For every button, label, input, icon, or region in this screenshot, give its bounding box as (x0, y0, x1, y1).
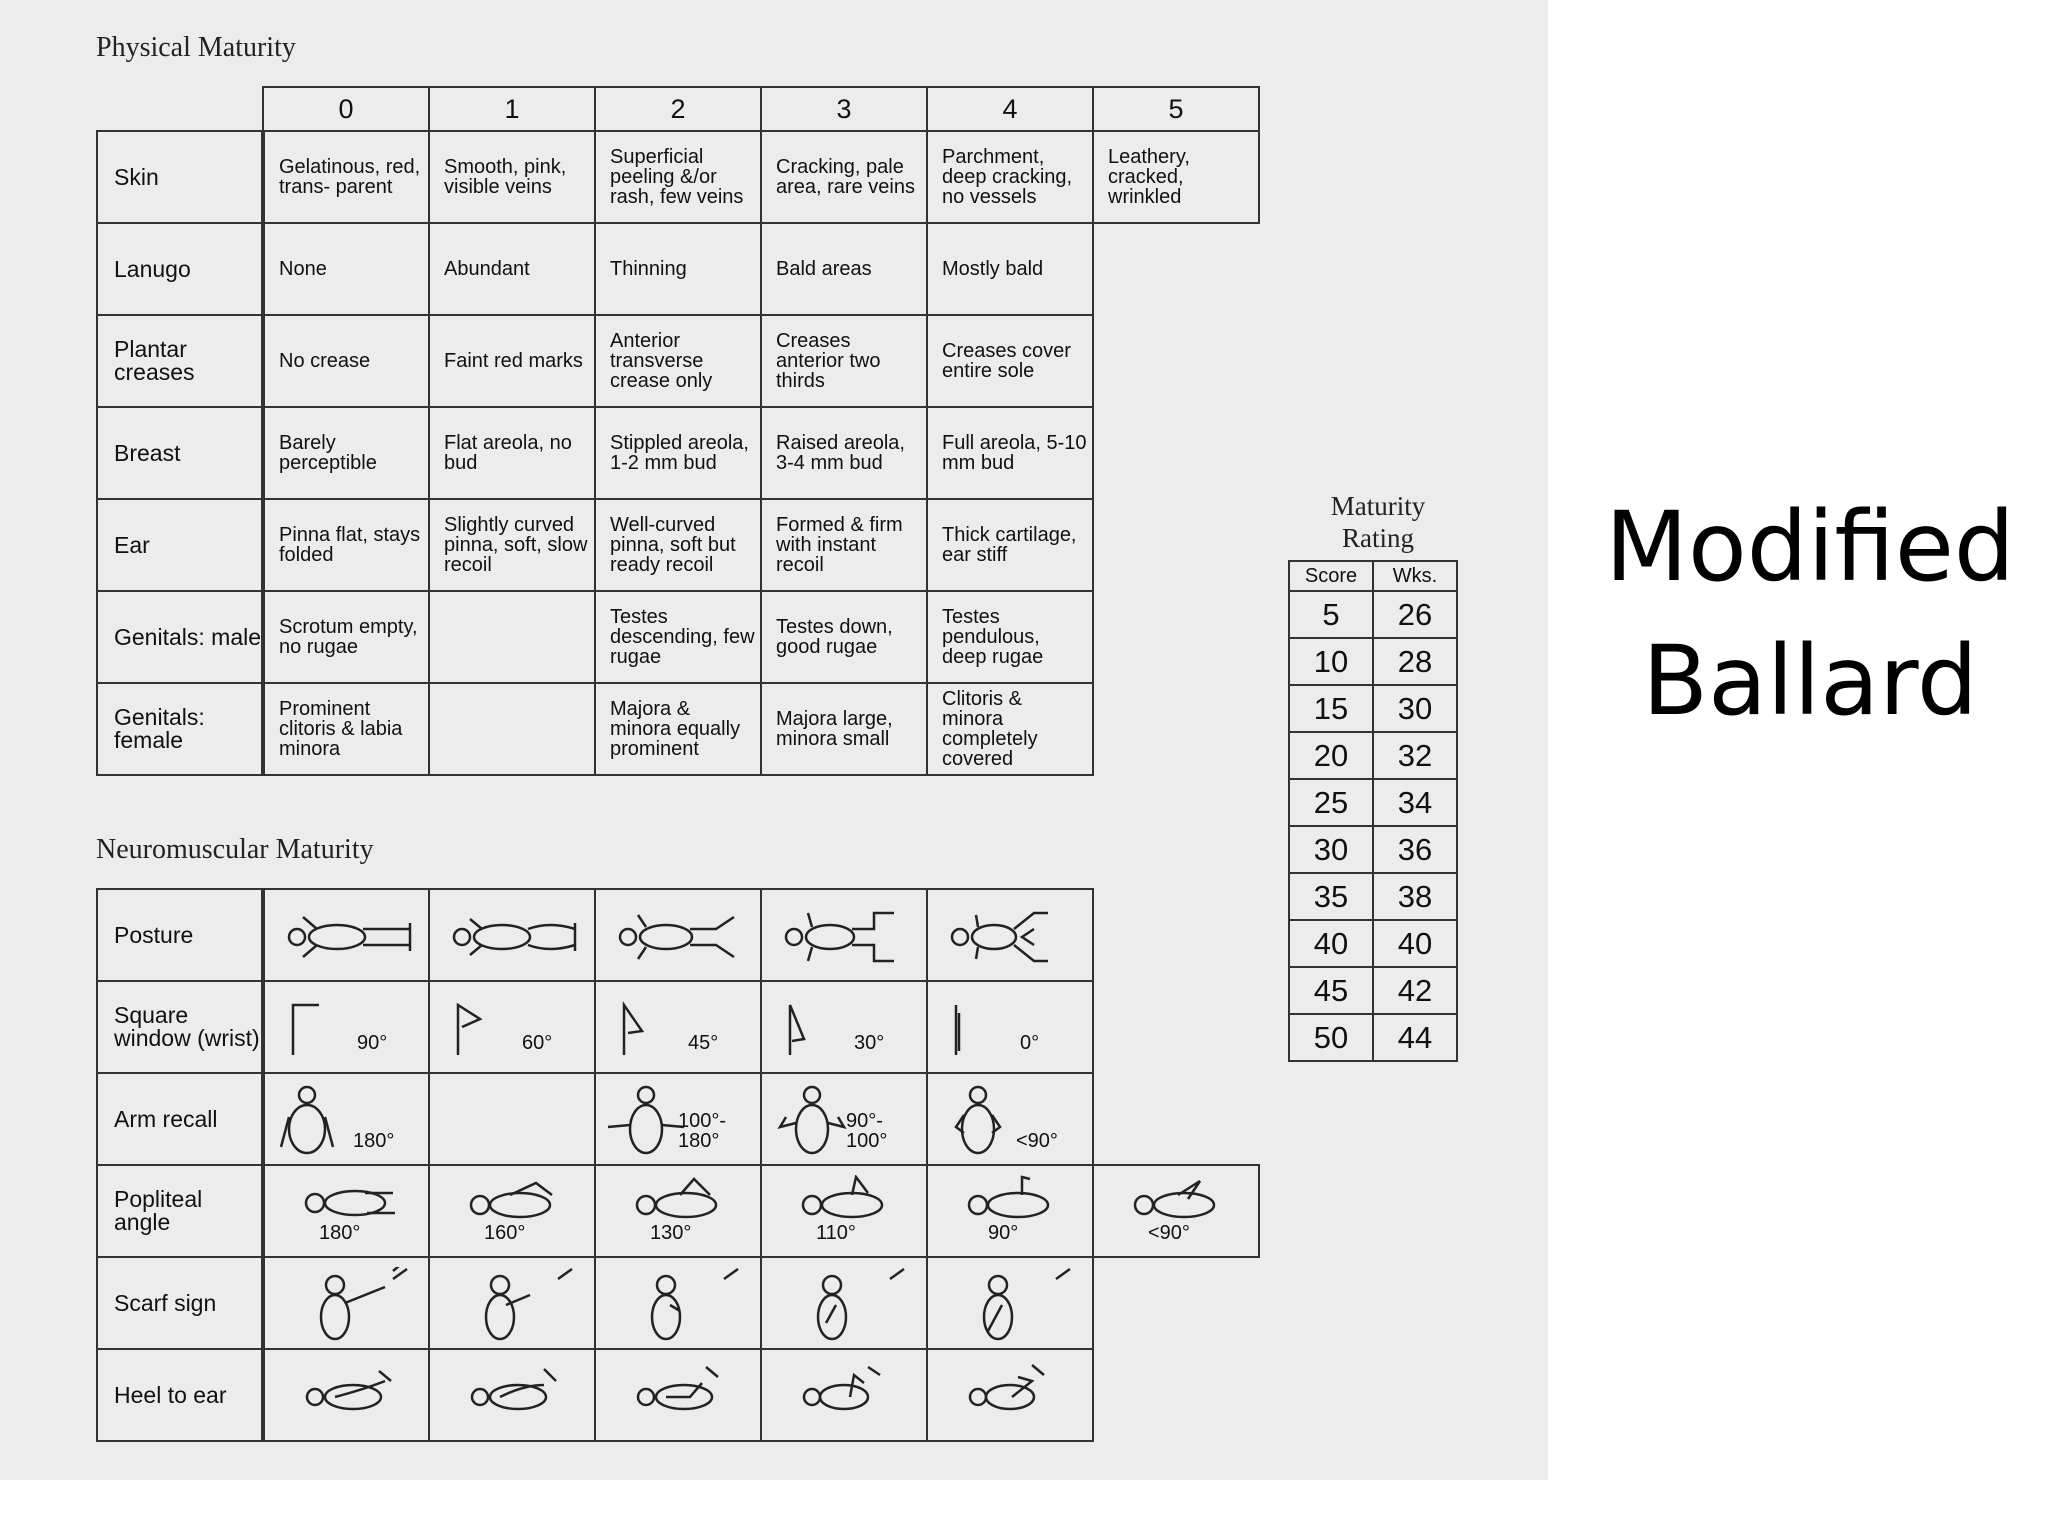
posture-1-icon (440, 899, 590, 971)
score-header-0: 0 (263, 87, 429, 131)
table-row (97, 591, 1259, 683)
arm-recoil-figure-2 (595, 1073, 761, 1165)
arm-recoil-0-icon (275, 1083, 355, 1159)
table-cell (429, 683, 595, 775)
table-cell: Majora large, minora small (761, 683, 927, 775)
score-cell: 25 (1289, 779, 1373, 826)
heel-ear-4-icon (938, 1359, 1088, 1419)
row-label-genitals-male: Genitals: male (97, 591, 263, 683)
table-row (97, 223, 1259, 315)
score-header-1: 1 (429, 87, 595, 131)
maturity-rating-table (1288, 560, 1458, 1062)
heel-ear-figure-3 (761, 1349, 927, 1441)
table-cell: Creases anterior two thirds (761, 315, 927, 407)
table-row (1289, 779, 1457, 826)
score-cell: 45 (1289, 967, 1373, 1014)
posture-figure-2 (595, 889, 761, 981)
score-cell: 30 (1289, 826, 1373, 873)
score-cell: 50 (1289, 1014, 1373, 1061)
neuromuscular-maturity-title: Neuromuscular Maturity (96, 834, 374, 865)
row-label-skin: Skin (97, 131, 263, 223)
posture-4-icon (938, 899, 1088, 971)
table-row (1289, 873, 1457, 920)
table-cell: Anterior transverse crease only (595, 315, 761, 407)
table-cell: Thick cartilage, ear stiff (927, 499, 1093, 591)
maturity-rating-title-line1: Maturity (1330, 491, 1426, 521)
weeks-cell: 38 (1373, 873, 1457, 920)
row-label-breast: Breast (97, 407, 263, 499)
posture-3-icon (772, 899, 922, 971)
weeks-cell: 30 (1373, 685, 1457, 732)
popliteal-2-icon (606, 1175, 756, 1225)
row-label-popliteal-angle: Popliteal angle (97, 1165, 263, 1257)
table-cell: None (263, 223, 429, 315)
angle-label: 90°- 100° (846, 1110, 888, 1152)
table-cell: Cracking, pale area, rare veins (761, 131, 927, 223)
table-cell: Barely perceptible (263, 407, 429, 499)
weeks-cell: 34 (1373, 779, 1457, 826)
score-cell: 10 (1289, 638, 1373, 685)
row-label-scarf-sign: Scarf sign (97, 1257, 263, 1349)
row-label-genitals-female: Genitals: female (97, 683, 263, 775)
posture-0-icon (275, 899, 425, 971)
angle-label: 45° (688, 1032, 719, 1054)
table-row (1289, 685, 1457, 732)
heel-ear-2-icon (606, 1359, 756, 1419)
slide-title-line2: Ballard (1642, 625, 1978, 737)
heel-ear-0-icon (275, 1359, 425, 1419)
table-row (1289, 826, 1457, 873)
weeks-cell: 32 (1373, 732, 1457, 779)
heel-ear-1-icon (440, 1359, 590, 1419)
row-label-posture: Posture (97, 889, 263, 981)
table-row (1289, 638, 1457, 685)
table-cell: Prominent clitoris & labia minora (263, 683, 429, 775)
popliteal-3-icon (772, 1175, 922, 1225)
table-row (97, 889, 1259, 981)
table-cell: Majora & minora equally prominent (595, 683, 761, 775)
square-window-figure-2 (595, 981, 761, 1073)
table-cell: Creases cover entire sole (927, 315, 1093, 407)
row-label-ear: Ear (97, 499, 263, 591)
popliteal-1-icon (440, 1175, 590, 1225)
maturity-rating-title (1268, 490, 1488, 554)
table-cell: Full areola, 5-10 mm bud (927, 407, 1093, 499)
table-cell (429, 591, 595, 683)
table-row (97, 1073, 1259, 1165)
angle-label: 60° (522, 1032, 553, 1054)
square-window-2-icon (606, 991, 676, 1061)
scarf-figure-4 (927, 1257, 1093, 1349)
table-row (1289, 920, 1457, 967)
heel-ear-3-icon (772, 1359, 922, 1419)
posture-figure-3 (761, 889, 927, 981)
popliteal-figure-2 (595, 1165, 761, 1257)
slide-title-line1: Modified (1605, 491, 2015, 603)
table-cell: Mostly bald (927, 223, 1093, 315)
angle-label: 110° (816, 1222, 856, 1244)
scarf-4-icon (938, 1267, 1088, 1343)
table-cell: Testes descending, few rugae (595, 591, 761, 683)
square-window-0-icon (275, 991, 345, 1061)
scarf-figure-2 (595, 1257, 761, 1349)
weeks-cell: 26 (1373, 591, 1457, 638)
popliteal-0-icon (275, 1175, 425, 1225)
popliteal-figure-5 (1093, 1165, 1259, 1257)
row-label-plantar-creases: Plantar creases (97, 315, 263, 407)
table-row (97, 131, 1259, 223)
rating-header-score: Score (1289, 561, 1373, 591)
maturity-rating-title-line2: Rating (1342, 523, 1414, 553)
arm-recoil-4-icon (938, 1083, 1018, 1159)
square-window-4-icon (938, 991, 1008, 1061)
table-cell: Testes pendulous, deep rugae (927, 591, 1093, 683)
score-header-4: 4 (927, 87, 1093, 131)
popliteal-figure-0 (263, 1165, 429, 1257)
table-cell: Leathery, cracked, wrinkled (1093, 131, 1259, 223)
table-cell: Flat areola, no bud (429, 407, 595, 499)
table-row (1289, 591, 1457, 638)
table-cell: Abundant (429, 223, 595, 315)
heel-ear-figure-2 (595, 1349, 761, 1441)
table-cell: Scrotum empty, no rugae (263, 591, 429, 683)
square-window-1-icon (440, 991, 510, 1061)
weeks-cell: 28 (1373, 638, 1457, 685)
table-cell: Slightly curved pinna, soft, slow recoil (429, 499, 595, 591)
scarf-figure-1 (429, 1257, 595, 1349)
angle-label: 30° (854, 1032, 885, 1054)
table-row (97, 407, 1259, 499)
arm-recoil-figure-1 (429, 1073, 595, 1165)
rating-header-weeks: Wks. (1373, 561, 1457, 591)
row-label-square-window: Square window (wrist) (97, 981, 263, 1073)
table-row (97, 499, 1259, 591)
neuromuscular-maturity-table (96, 888, 1260, 1442)
table-cell: Clitoris & minora completely covered (927, 683, 1093, 775)
table-cell: Thinning (595, 223, 761, 315)
score-header-3: 3 (761, 87, 927, 131)
table-cell: Gelatinous, red, trans- parent (263, 131, 429, 223)
table-cell: Parchment, deep cracking, no vessels (927, 131, 1093, 223)
table-row (97, 315, 1259, 407)
arm-recoil-figure-4 (927, 1073, 1093, 1165)
angle-label: 180° (319, 1222, 361, 1244)
popliteal-figure-3 (761, 1165, 927, 1257)
row-label-lanugo: Lanugo (97, 223, 263, 315)
square-window-figure-4 (927, 981, 1093, 1073)
posture-2-icon (606, 899, 756, 971)
square-window-figure-1 (429, 981, 595, 1073)
angle-label: 0° (1020, 1032, 1040, 1054)
physical-maturity-table (96, 86, 1260, 776)
weeks-cell: 40 (1373, 920, 1457, 967)
scarf-figure-3 (761, 1257, 927, 1349)
angle-label: 90° (988, 1222, 1019, 1244)
angle-label: 90° (357, 1032, 388, 1054)
angle-label: <90° (1016, 1130, 1058, 1152)
table-cell: Smooth, pink, visible veins (429, 131, 595, 223)
heel-ear-figure-4 (927, 1349, 1093, 1441)
heel-ear-figure-1 (429, 1349, 595, 1441)
scarf-2-icon (606, 1267, 756, 1343)
score-cell: 40 (1289, 920, 1373, 967)
arm-recoil-figure-3 (761, 1073, 927, 1165)
scarf-1-icon (440, 1267, 590, 1343)
score-cell: 35 (1289, 873, 1373, 920)
table-row (97, 981, 1259, 1073)
table-cell: No crease (263, 315, 429, 407)
scarf-0-icon (275, 1267, 425, 1343)
table-row (97, 1349, 1259, 1441)
score-cell: 15 (1289, 685, 1373, 732)
angle-label: 100°- 180° (678, 1110, 727, 1152)
square-window-figure-0 (263, 981, 429, 1073)
posture-figure-4 (927, 889, 1093, 981)
weeks-cell: 44 (1373, 1014, 1457, 1061)
table-cell: Pinna flat, stays folded (263, 499, 429, 591)
square-window-figure-3 (761, 981, 927, 1073)
popliteal-4-icon (938, 1175, 1088, 1225)
score-cell: 5 (1289, 591, 1373, 638)
angle-label: 180° (353, 1130, 395, 1152)
row-label-arm-recall: Arm recall (97, 1073, 263, 1165)
slide-title (1575, 480, 2045, 748)
angle-label: 160° (484, 1222, 526, 1244)
posture-figure-0 (263, 889, 429, 981)
table-row (1289, 732, 1457, 779)
square-window-3-icon (772, 991, 842, 1061)
table-row (97, 1165, 1259, 1257)
popliteal-figure-1 (429, 1165, 595, 1257)
popliteal-5-icon (1104, 1175, 1254, 1225)
table-row (97, 683, 1259, 775)
score-cell: 20 (1289, 732, 1373, 779)
table-cell: Formed & firm with instant recoil (761, 499, 927, 591)
table-cell: Superficial peeling &/or rash, few veins (595, 131, 761, 223)
weeks-cell: 42 (1373, 967, 1457, 1014)
scarf-figure-0 (263, 1257, 429, 1349)
arm-recoil-figure-0 (263, 1073, 429, 1165)
table-row (1289, 1014, 1457, 1061)
table-cell: Stippled areola, 1-2 mm bud (595, 407, 761, 499)
physical-maturity-title: Physical Maturity (96, 32, 296, 63)
posture-figure-1 (429, 889, 595, 981)
table-cell: Testes down, good rugae (761, 591, 927, 683)
scarf-3-icon (772, 1267, 922, 1343)
angle-label: 130° (650, 1222, 692, 1244)
arm-recoil-3-icon (772, 1083, 852, 1159)
score-header-5: 5 (1093, 87, 1259, 131)
table-row (1289, 967, 1457, 1014)
arm-recoil-2-icon (606, 1083, 686, 1159)
heel-ear-figure-0 (263, 1349, 429, 1441)
table-cell: Faint red marks (429, 315, 595, 407)
table-cell: Well-curved pinna, soft but ready recoil (595, 499, 761, 591)
angle-label: <90° (1148, 1222, 1190, 1244)
row-label-heel-to-ear: Heel to ear (97, 1349, 263, 1441)
table-row (97, 1257, 1259, 1349)
table-cell: Raised areola, 3-4 mm bud (761, 407, 927, 499)
weeks-cell: 36 (1373, 826, 1457, 873)
score-header-2: 2 (595, 87, 761, 131)
popliteal-figure-4 (927, 1165, 1093, 1257)
table-cell: Bald areas (761, 223, 927, 315)
